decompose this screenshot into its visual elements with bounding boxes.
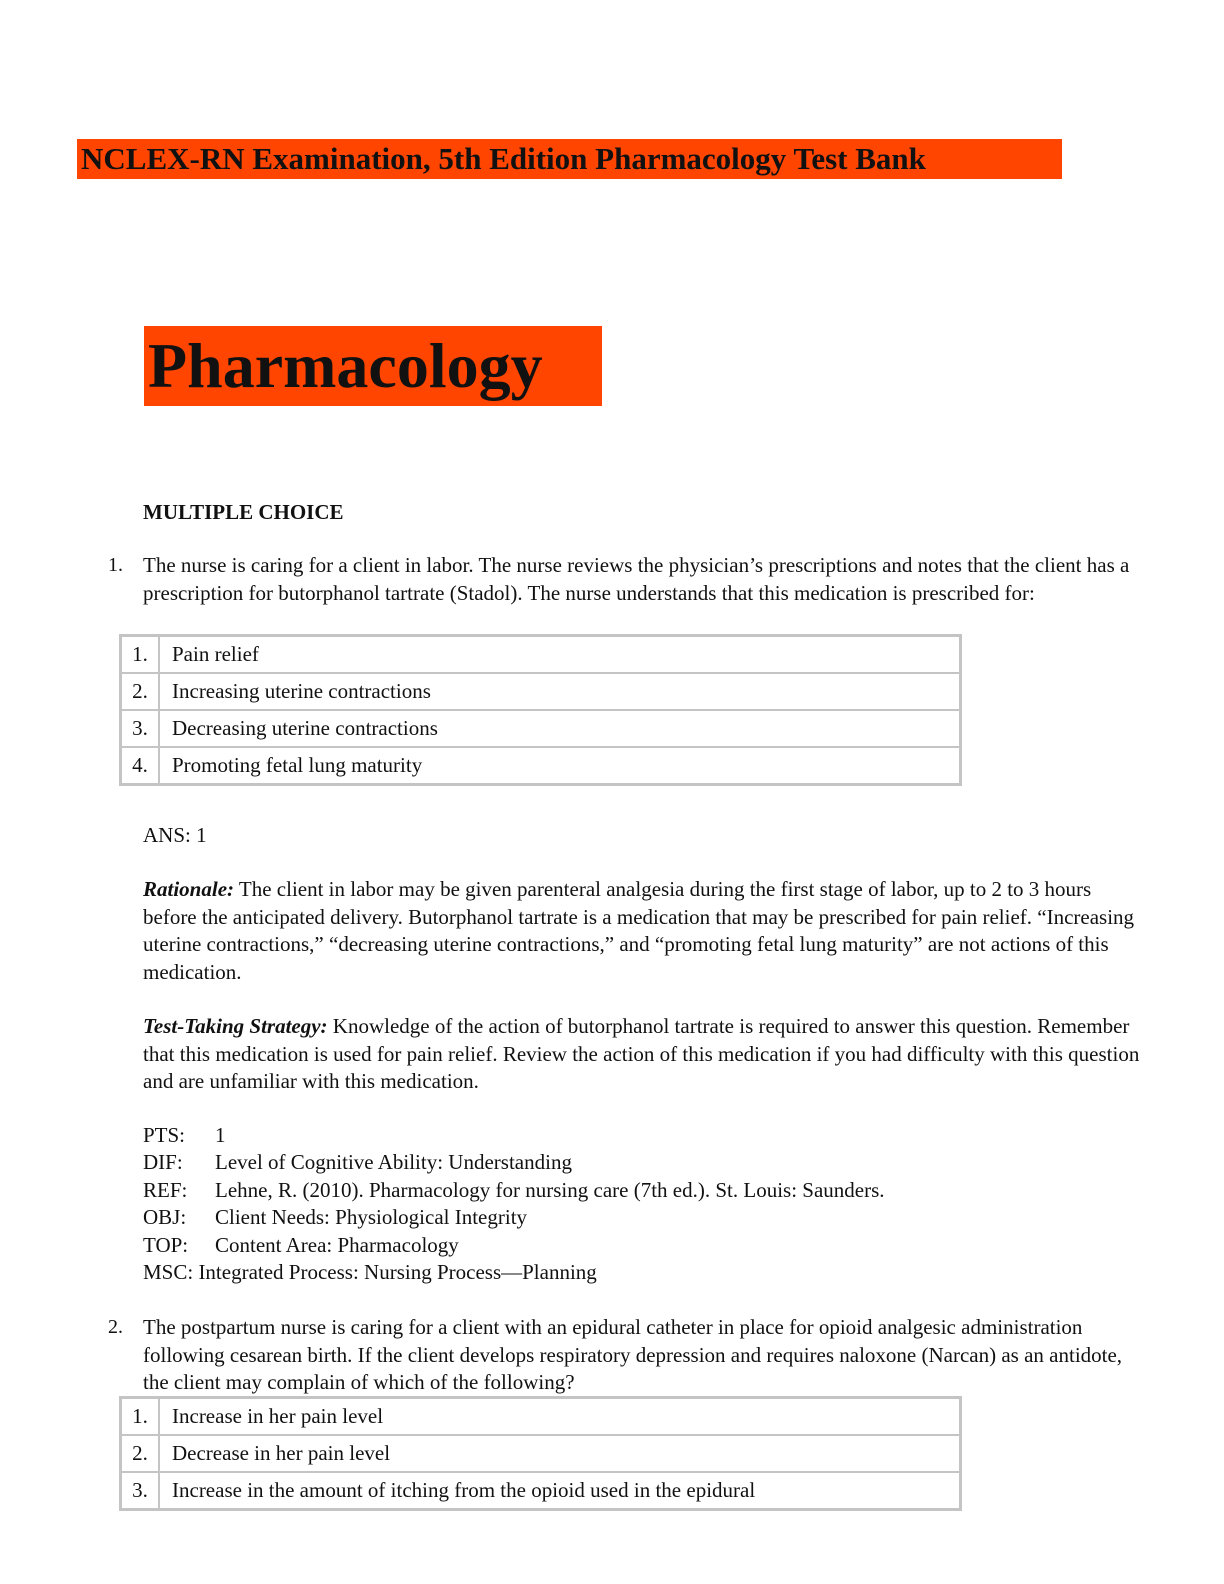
question-1-options xyxy=(119,634,962,786)
option-text: Promoting fetal lung maturity xyxy=(159,747,961,785)
option-text: Decreasing uterine contractions xyxy=(159,710,961,747)
strategy-text: Knowledge of the action of butorphanol tartrate is required to answer this question. Remember that this medication is used for pain relief. Review the action of this medication if you had difficulty with this question and are unfamiliar with this medication. xyxy=(143,1014,1140,1093)
multiple-choice-heading: MULTIPLE CHOICE xyxy=(143,500,344,524)
option-number: 1. xyxy=(121,636,160,674)
meta-msc xyxy=(143,1259,1143,1286)
question-2-options xyxy=(119,1396,962,1511)
meta-value: Lehne, R. (2010). Pharmacology for nursing care (7th ed.). St. Louis: Saunders. xyxy=(215,1177,885,1202)
question-2-number: 2. xyxy=(108,1316,123,1338)
meta-key: PTS: xyxy=(143,1123,186,1147)
rationale-text: The client in labor may be given parenteral analgesia during the first stage of labor, up to 2 to 3 hours before the anticipated delivery. Butorphanol tartrate is a medication that may be prescribed for pain relief. “Increasing uterine contractions,” “decreasing uterine contractions,” and “promoting fetal lung maturity” are not actions of this medication. xyxy=(143,877,1135,984)
question-1-stem: The nurse is caring for a client in labor. The nurse reviews the physician’s prescriptions and notes that the client has a prescription for butorphanol tartrate (Stadol). The nurse understands that this medication is prescribed for: xyxy=(143,553,1130,605)
option-text: Increase in her pain level xyxy=(159,1398,961,1436)
section-title: Pharmacology xyxy=(144,326,602,406)
meta-key: REF: xyxy=(143,1177,188,1202)
answer-line: ANS: 1 xyxy=(143,823,207,847)
option-row[interactable] xyxy=(121,673,961,710)
meta-top xyxy=(143,1232,1143,1259)
strategy-paragraph xyxy=(143,1013,1143,1096)
option-row[interactable] xyxy=(121,710,961,747)
meta-value: Level of Cognitive Ability: Understanding xyxy=(215,1150,572,1175)
option-text: Increasing uterine contractions xyxy=(159,673,961,710)
option-text: Decrease in her pain level xyxy=(159,1435,961,1472)
meta-obj xyxy=(143,1204,1143,1231)
rationale-label: Rationale: xyxy=(143,877,235,901)
meta-value: 1 xyxy=(215,1123,226,1147)
option-row[interactable] xyxy=(121,1435,961,1472)
option-row[interactable] xyxy=(121,636,961,674)
document-title: NCLEX-RN Examination, 5th Edition Pharmacology Test Bank xyxy=(77,139,1062,179)
option-number: 3. xyxy=(121,710,160,747)
meta-key: OBJ: xyxy=(143,1205,187,1230)
option-text: Increase in the amount of itching from the opioid used in the epidural xyxy=(159,1472,961,1510)
option-row[interactable] xyxy=(121,1472,961,1510)
meta-msc-text: MSC: Integrated Process: Nursing Process—Planning xyxy=(143,1260,597,1285)
strategy-label: Test-Taking Strategy: xyxy=(143,1014,328,1038)
meta-value: Client Needs: Physiological Integrity xyxy=(215,1205,528,1230)
meta-key: TOP: xyxy=(143,1232,189,1257)
question-1-metadata xyxy=(143,1122,1143,1286)
option-row[interactable] xyxy=(121,1398,961,1436)
option-number: 2. xyxy=(121,1435,160,1472)
meta-key: DIF: xyxy=(143,1150,183,1175)
meta-value: Content Area: Pharmacology xyxy=(215,1232,459,1257)
option-number: 4. xyxy=(121,747,160,785)
option-number: 3. xyxy=(121,1472,160,1510)
option-text: Pain relief xyxy=(159,636,961,674)
option-number: 1. xyxy=(121,1398,160,1436)
option-row[interactable] xyxy=(121,747,961,785)
rationale-paragraph xyxy=(143,876,1143,986)
meta-dif xyxy=(143,1149,1143,1176)
option-number: 2. xyxy=(121,673,160,710)
question-1-number: 1. xyxy=(108,554,123,576)
meta-pts xyxy=(143,1122,1143,1149)
meta-ref xyxy=(143,1177,1143,1204)
question-2-stem: The postpartum nurse is caring for a client with an epidural catheter in place for opioid analgesic administration following cesarean birth. If the client develops respiratory depression and requires naloxone (Narcan) as an antidote, the client may complain of which of the following? xyxy=(143,1315,1123,1394)
